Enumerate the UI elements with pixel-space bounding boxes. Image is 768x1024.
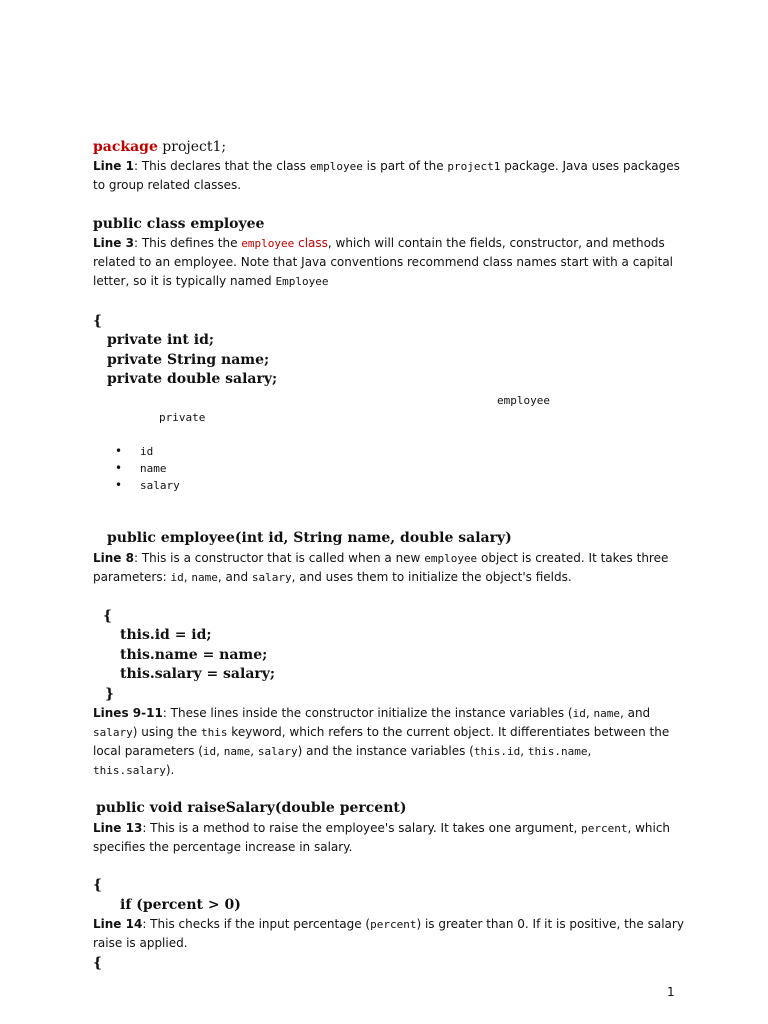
explanation-line-3: Line 3: This defines the employee class, which will contain the fields, constructor, and methods (93, 236, 665, 250)
bullet-dot: • (115, 444, 123, 458)
line-label: Line 1 (93, 159, 134, 173)
ghost-text-employee: employee (497, 394, 550, 407)
brace-open: { (103, 608, 113, 624)
code-assign-name: this.name = name; (120, 647, 268, 663)
field-name: private String name; (107, 352, 270, 368)
code-if: if (percent > 0) (120, 897, 241, 913)
line-label: Line 8 (93, 551, 134, 565)
explanation-line-1-cont: to group related classes. (93, 178, 242, 192)
line-label: Line 13 (93, 821, 143, 835)
explanation-lines-9-11: Lines 9-11: These lines inside the constructor initialize the instance variables (id, name, and (93, 706, 651, 720)
package-name: project1; (157, 139, 227, 155)
field-id: private int id; (107, 332, 215, 348)
brace-open: { (93, 313, 103, 329)
code-class-declaration: public class employee (93, 216, 265, 232)
explanation-line-3-cont: related to an employee. Note that Java conventions recommend class names start with a capital (93, 255, 674, 269)
explanation-line-8-cont: parameters: id, name, and salary, and uses them to initialize the object's fields. (93, 570, 572, 584)
bullet-item-salary: salary (140, 479, 180, 492)
code-constructor: public employee(int id, String name, double salary) (107, 530, 512, 546)
bullet-dot: • (115, 478, 123, 492)
explanation-lines-9-11-cont: salary) using the this keyword, which refers to the current object. It differentiates between the (93, 725, 670, 739)
explanation-line-13-cont: specifies the percentage increase in salary. (93, 840, 353, 854)
line-label: Lines 9-11 (93, 706, 163, 720)
ghost-text-private: private (159, 411, 206, 424)
explanation-line-14-cont: raise is applied. (93, 936, 188, 950)
field-salary: private double salary; (107, 371, 278, 387)
code-method: public void raiseSalary(double percent) (96, 800, 407, 816)
brace-open: { (93, 877, 103, 893)
code-assign-salary: this.salary = salary; (120, 666, 276, 682)
line-label: Line 14 (93, 917, 143, 931)
code-assign-id: this.id = id; (120, 627, 212, 643)
package-keyword: package (93, 139, 158, 155)
explanation-line-8: Line 8: This is a constructor that is called when a new employee object is created. It takes three (93, 551, 669, 565)
explanation-line-3-cont2: letter, so it is typically named Employee (93, 274, 329, 288)
explanation-line-14: Line 14: This checks if the input percentage (percent) is greater than 0. If it is positive, the salary (93, 917, 684, 931)
bullet-item-id: id (140, 445, 154, 458)
bullet-item-name: name (140, 462, 167, 475)
bullet-dot: • (115, 461, 123, 475)
explanation-line-1: Line 1: This declares that the class employee is part of the project1 package. Java uses packages (93, 159, 680, 173)
brace-open: { (93, 955, 103, 971)
page-number: 1 (667, 985, 675, 999)
brace-close: } (105, 686, 115, 702)
explanation-lines-9-11-cont3: this.salary). (93, 763, 175, 777)
explanation-lines-9-11-cont2: local parameters (id, name, salary) and the instance variables (this.id, this.name, (93, 744, 592, 758)
code-package-line (93, 139, 226, 155)
line-label: Line 3 (93, 236, 134, 250)
explanation-line-13: Line 13: This is a method to raise the employee's salary. It takes one argument, percent, which (93, 821, 671, 835)
